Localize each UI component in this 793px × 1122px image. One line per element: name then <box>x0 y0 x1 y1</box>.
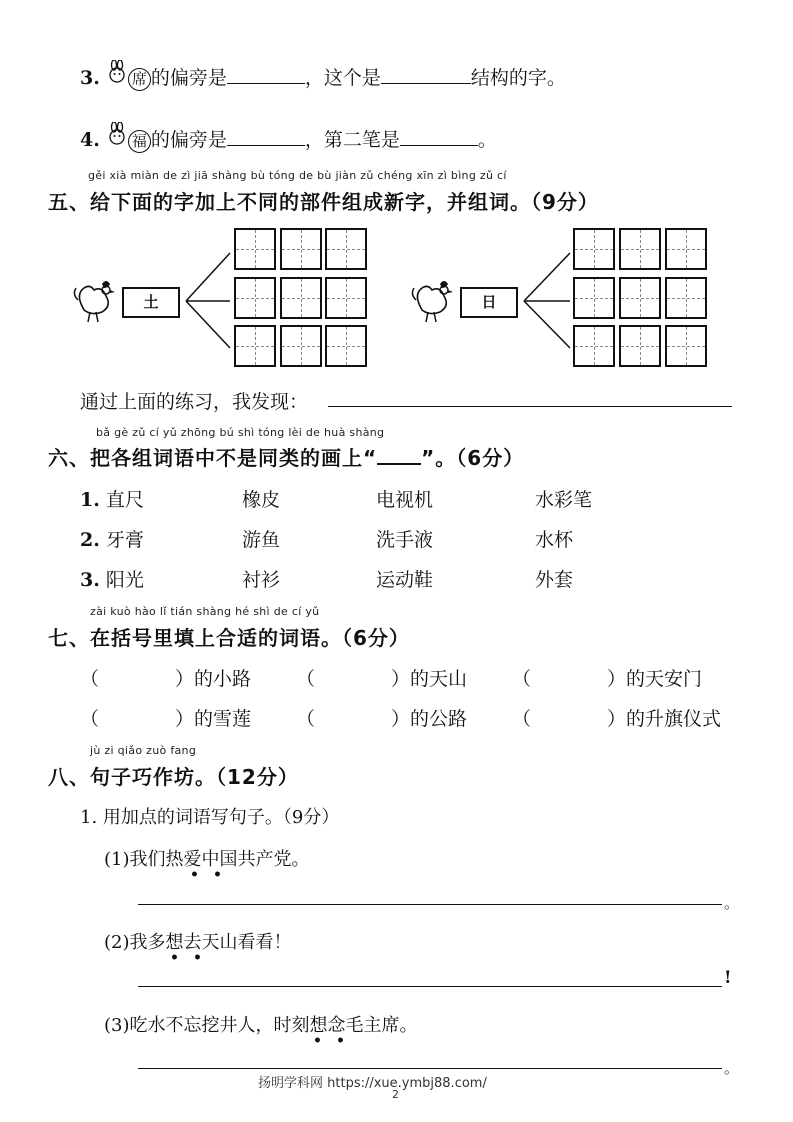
word[interactable]: 水彩笔 <box>535 489 593 511</box>
fill-phrase[interactable]: （ ）的公路 <box>296 708 468 730</box>
row-number: 2. <box>80 529 100 551</box>
writing-cell[interactable] <box>280 325 322 367</box>
writing-cell[interactable] <box>280 277 322 319</box>
writing-cell[interactable] <box>619 277 661 319</box>
answer-blank[interactable] <box>381 65 471 84</box>
answer-line[interactable] <box>138 1068 722 1069</box>
answer-blank[interactable] <box>400 127 478 146</box>
section-7-title: 七、在括号里填上合适的词语。（6分） <box>48 626 410 650</box>
writing-cell[interactable] <box>325 325 367 367</box>
fill-phrase[interactable]: （ ）的天安门 <box>512 668 703 690</box>
word[interactable]: 橡皮 <box>242 489 281 511</box>
writing-cell[interactable] <box>665 325 707 367</box>
writing-cell[interactable] <box>619 228 661 270</box>
question-text: 结构的字。 <box>470 67 566 89</box>
word[interactable]: 游鱼 <box>242 529 281 551</box>
writing-cell[interactable] <box>665 277 707 319</box>
fill-phrase[interactable]: （ ）的升旗仪式 <box>512 708 722 730</box>
group-row <box>80 565 144 592</box>
word[interactable]: 运动鞋 <box>376 569 434 591</box>
rabbit-icon <box>106 122 128 151</box>
question-text: ，第二笔是 <box>304 129 400 151</box>
emphasis-dots: • • <box>190 867 222 883</box>
writing-cell[interactable] <box>325 228 367 270</box>
question-text: 的偏旁是 <box>150 129 227 151</box>
answer-line[interactable] <box>138 986 722 987</box>
emphasis-dots: • • <box>170 950 202 966</box>
word[interactable]: 洗手液 <box>376 529 434 551</box>
fill-phrase[interactable]: （ ）的雪莲 <box>80 708 252 730</box>
question-number: 4. <box>80 129 100 151</box>
writing-cell[interactable] <box>619 325 661 367</box>
row-number: 3. <box>80 569 100 591</box>
section-7-pinyin: zài kuò hào lǐ tián shàng hé shì de cí yǔ <box>90 605 320 618</box>
writing-cell[interactable] <box>234 228 276 270</box>
writing-cell[interactable] <box>665 228 707 270</box>
sentence-2: (2)我多想去天山看看！ <box>104 932 292 953</box>
circled-character: 席 <box>128 68 151 91</box>
sentence-3: (3)吃水不忘挖井人，时刻想念毛主席。 <box>104 1015 418 1036</box>
question-number: 3. <box>80 67 100 89</box>
word[interactable]: 牙膏 <box>105 529 144 551</box>
emphasis-dots: • • <box>313 1033 345 1049</box>
fill-phrase[interactable]: （ ）的天山 <box>296 668 468 690</box>
answer-blank[interactable] <box>227 65 305 84</box>
section-6-title <box>48 442 524 471</box>
circled-character: 福 <box>128 130 151 153</box>
section-5-title: 五、给下面的字加上不同的部件组成新字，并组词。（9分） <box>48 190 599 214</box>
question-text: 的偏旁是 <box>150 67 227 89</box>
section-5-pinyin: gěi xià miàn de zì jiā shàng bù tóng de bù jiàn zǔ chéng xīn zì bìng zǔ cí <box>88 169 507 182</box>
section-8-pinyin: jù zi qiǎo zuò fang <box>90 744 197 757</box>
footer-site: 扬明学科网 https://xue.ymbj88.com/ <box>258 1076 487 1091</box>
base-character-box: 日 <box>460 287 518 318</box>
writing-cell[interactable] <box>573 277 615 319</box>
group-row <box>80 525 144 552</box>
line-end-mark: 。 <box>724 1059 740 1077</box>
rooster-icon <box>72 276 118 328</box>
rooster-icon <box>410 276 456 328</box>
underline-mark <box>377 449 421 465</box>
word[interactable]: 水杯 <box>535 529 574 551</box>
row-number: 1. <box>80 489 100 511</box>
title-text: 六、把各组词语中不是同类的画上“ <box>48 446 378 470</box>
answer-blank[interactable] <box>227 127 305 146</box>
question-4 <box>80 122 497 153</box>
line-end-mark: 。 <box>724 894 740 912</box>
section-8-title: 八、句子巧作坊。（12分） <box>48 765 299 789</box>
connector-lines <box>176 248 232 352</box>
writing-cell[interactable] <box>573 325 615 367</box>
section-6-pinyin: bǎ gè zǔ cí yǔ zhōng bú shì tóng lèi de huà shàng <box>96 426 385 439</box>
word[interactable]: 外套 <box>535 569 574 591</box>
writing-cell[interactable] <box>234 325 276 367</box>
word[interactable]: 电视机 <box>376 489 434 511</box>
subquestion-1: 1. 用加点的词语写句子。（9分） <box>80 807 340 828</box>
question-text: ，这个是 <box>304 67 381 89</box>
writing-cell[interactable] <box>325 277 367 319</box>
word[interactable]: 衬衫 <box>242 569 281 591</box>
fill-phrase[interactable]: （ ）的小路 <box>80 668 252 690</box>
connector-lines <box>514 248 572 352</box>
rabbit-icon <box>106 60 128 89</box>
writing-cell[interactable] <box>234 277 276 319</box>
finding-answer-line[interactable] <box>328 406 732 407</box>
question-text: 。 <box>477 129 497 151</box>
writing-cell[interactable] <box>573 228 615 270</box>
sentence-1: (1)我们热爱中国共产党。 <box>104 849 310 870</box>
base-character-box: 土 <box>122 287 180 318</box>
line-end-mark: ! <box>724 968 732 988</box>
answer-line[interactable] <box>138 904 722 905</box>
group-row <box>80 485 144 512</box>
word[interactable]: 直尺 <box>105 489 144 511</box>
writing-cell[interactable] <box>280 228 322 270</box>
word[interactable]: 阳光 <box>105 569 144 591</box>
title-text: ”。（6分） <box>421 446 525 470</box>
question-3 <box>80 60 566 91</box>
finding-label: 通过上面的练习，我发现： <box>80 391 309 413</box>
page-number: 2 <box>392 1088 399 1101</box>
